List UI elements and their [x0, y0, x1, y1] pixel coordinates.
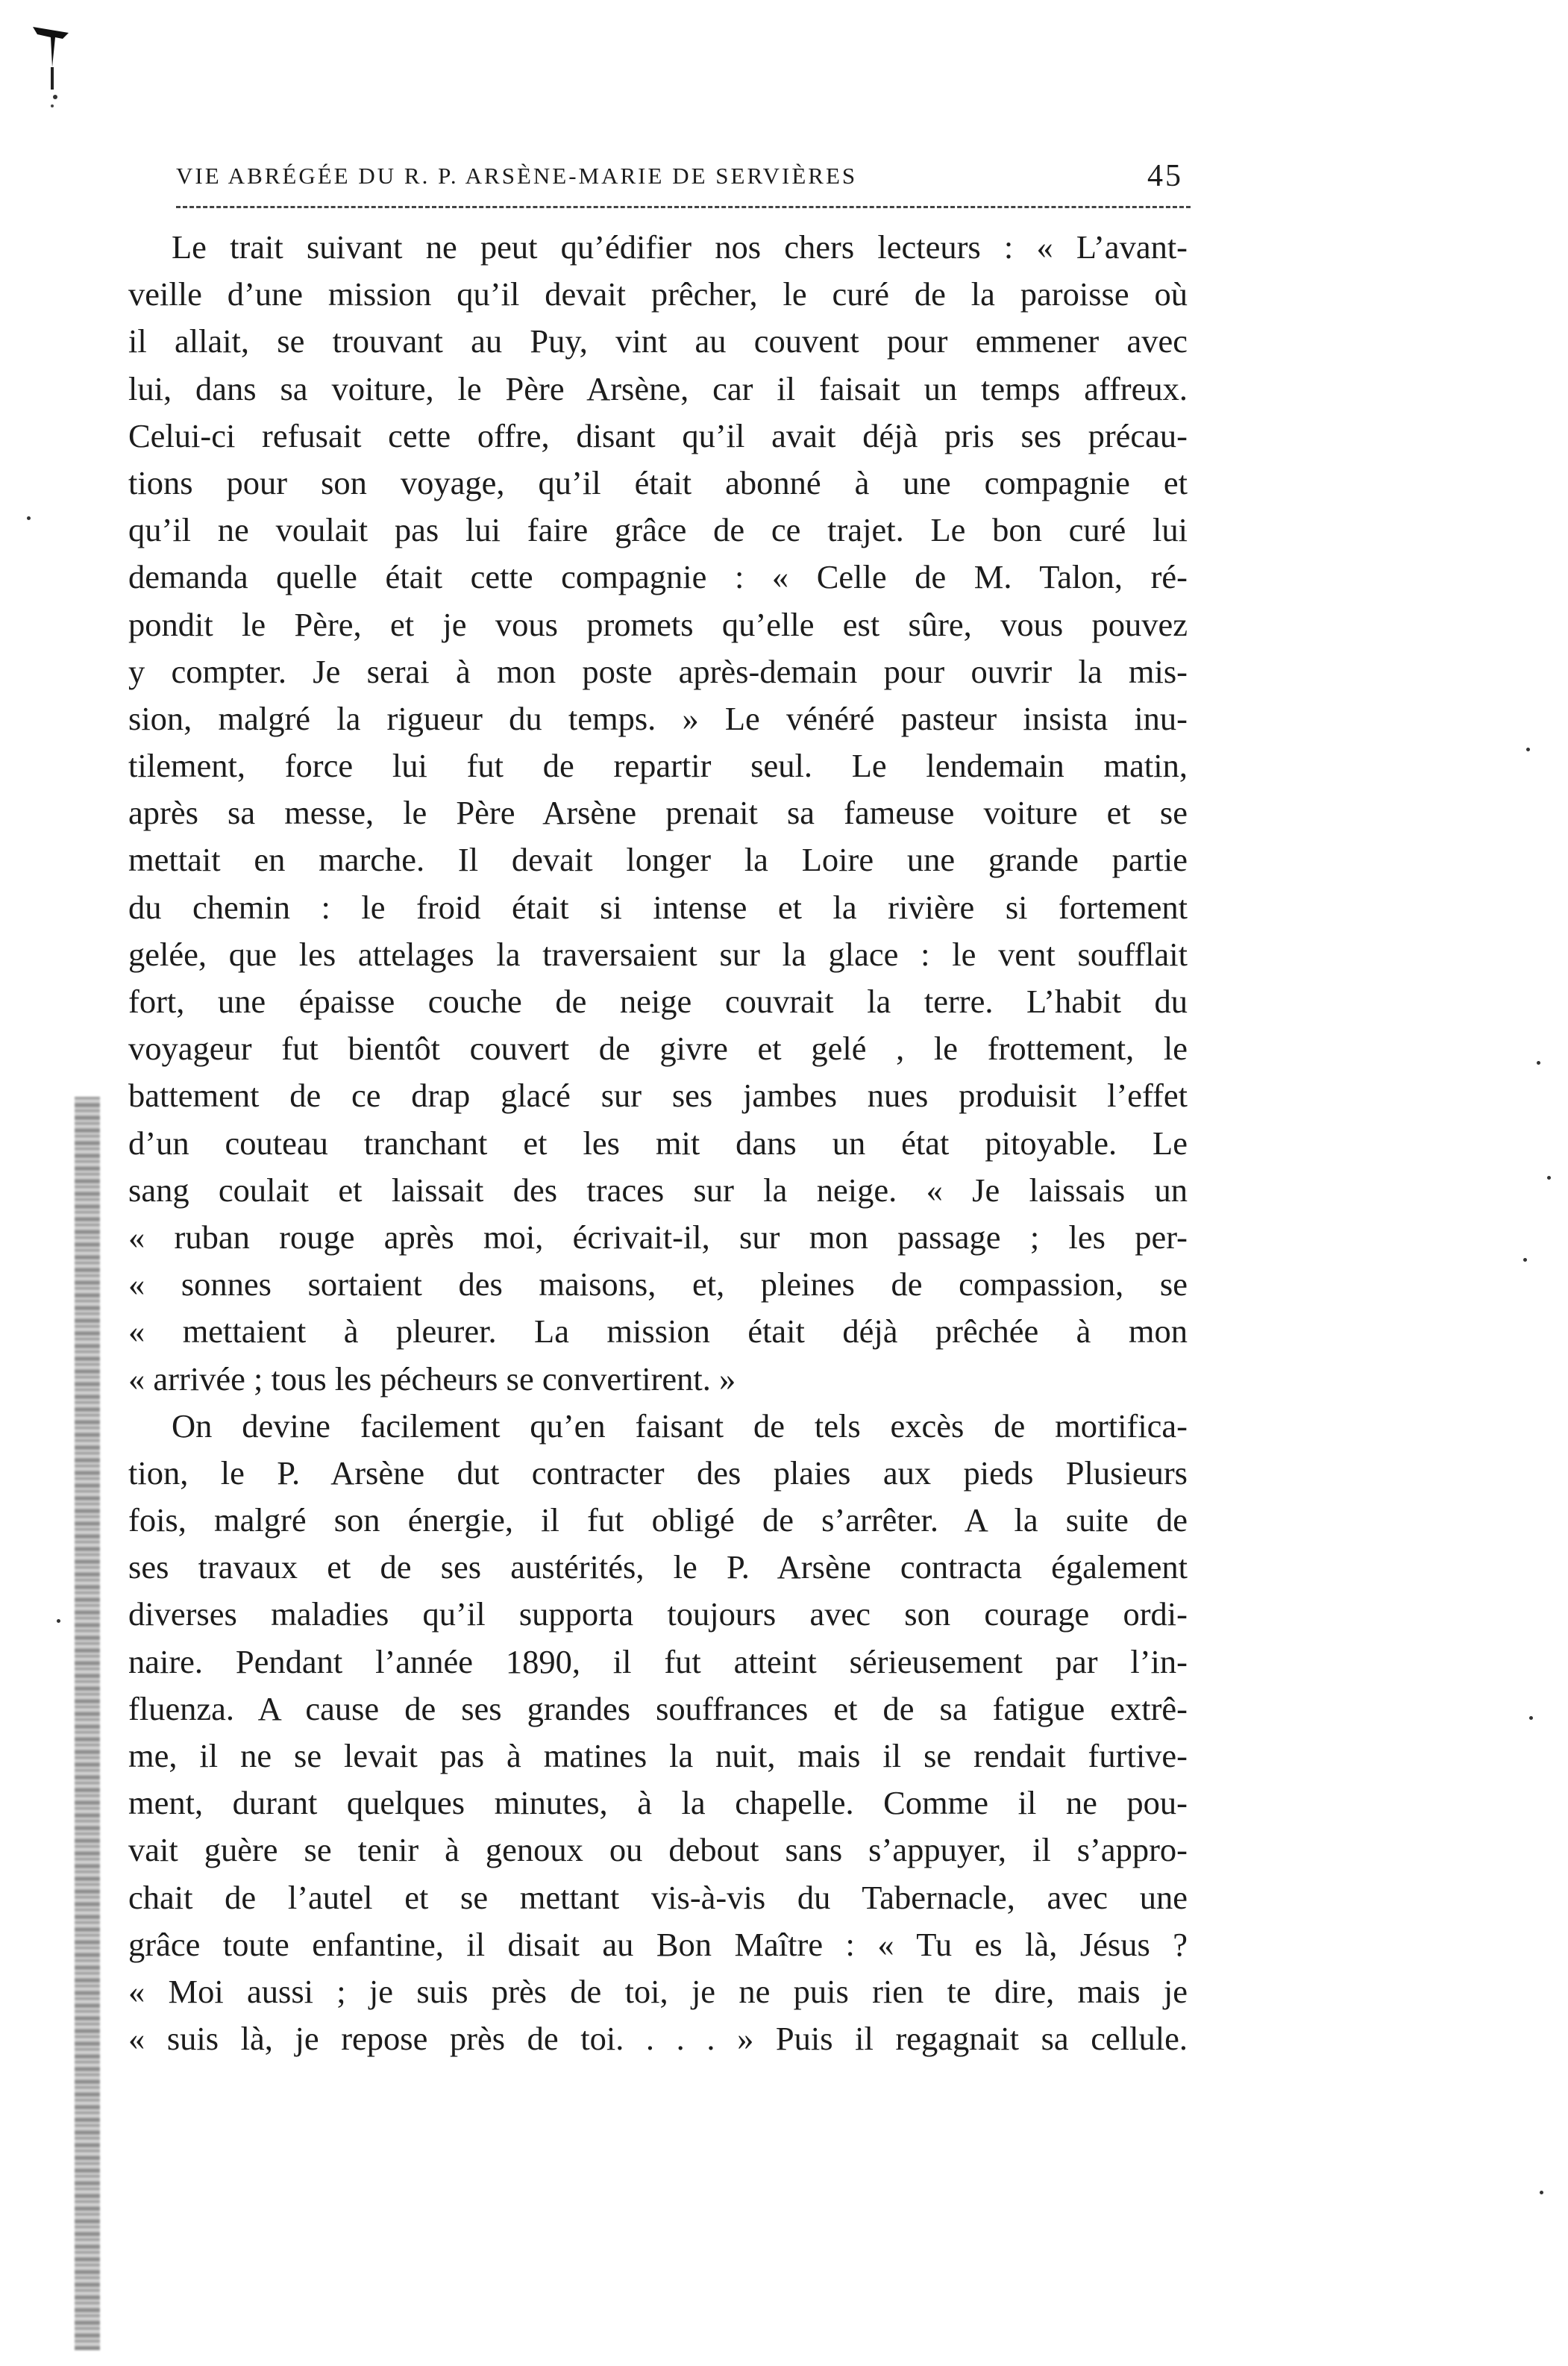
running-head-title: VIE ABRÉGÉE DU R. P. ARSÈNE-MARIE DE SERVIÈRES [176, 163, 858, 189]
text-line: il allait, se trouvant au Puy, vint au couvent pour emmener avec [128, 322, 1188, 360]
corner-ink-mark [30, 22, 72, 112]
text-line: sang coulait et laissait des traces sur la neige. « Je laissais un [128, 1171, 1188, 1209]
scan-speck [1523, 1258, 1527, 1262]
text-line: fois, malgré son énergie, il fut obligé de s’arrêter. A la suite de [128, 1501, 1188, 1539]
text-line: d’un couteau tranchant et les mit dans un état pitoyable. Le [128, 1124, 1188, 1162]
text-line: tilement, force lui fut de repartir seul. Le lendemain matin, [128, 747, 1188, 785]
scan-speck [1547, 1176, 1551, 1180]
text-line: fluenza. A cause de ses grandes souffrances et de sa fatigue extrê- [128, 1689, 1188, 1727]
text-line: naire. Pendant l’année 1890, il fut atteint sérieusement par l’in- [128, 1642, 1188, 1680]
text-line: voyageur fut bientôt couvert de givre et gelé , le frottement, le [128, 1030, 1188, 1068]
text-line: ses travaux et de ses austérités, le P. Arsène contracta également [128, 1548, 1188, 1586]
text-line: battement de ce drap glacé sur ses jambes nues produisit l’effet [128, 1077, 1188, 1115]
body-text [128, 224, 1188, 2062]
text-line: pondit le Père, et je vous promets qu’elle est sûre, vous pouvez [128, 605, 1188, 643]
scan-speck [57, 1619, 60, 1623]
scan-speck [1537, 1061, 1540, 1065]
text-line: grâce toute enfantine, il disait au Bon Maître : « Tu es là, Jésus ? [128, 1925, 1188, 1963]
text-line: mettait en marche. Il devait longer la Loire une grande partie [128, 841, 1188, 879]
text-line: Le trait suivant ne peut qu’édifier nos chers lecteurs : « L’avant- [172, 228, 1188, 266]
header-rule [176, 206, 1191, 208]
scan-speck [27, 516, 31, 520]
text-line: sion, malgré la rigueur du temps. » Le vénéré pasteur insista inu- [128, 699, 1188, 737]
text-line: « sonnes sortaient des maisons, et, pleines de compassion, se [128, 1265, 1188, 1304]
text-line: « arrivée ; tous les pécheurs se convertirent. » [128, 1359, 736, 1398]
text-line: vait guère se tenir à genoux ou debout sans s’appuyer, il s’appro- [128, 1831, 1188, 1869]
text-line: après sa messe, le Père Arsène prenait sa fameuse voiture et se [128, 794, 1188, 832]
text-line: y compter. Je serai à mon poste après-demain pour ouvrir la mis- [128, 652, 1188, 690]
running-head [176, 154, 1183, 198]
text-line: tion, le P. Arsène dut contracter des plaies aux pieds Plusieurs [128, 1453, 1188, 1492]
binding-shadow [75, 1097, 100, 2350]
text-line: gelée, que les attelages la traversaient sur la glace : le vent soufflait [128, 935, 1188, 973]
text-line: ment, durant quelques minutes, à la chapelle. Comme il ne pou- [128, 1784, 1188, 1822]
scan-speck [1526, 748, 1530, 751]
text-line: Celui-ci refusait cette offre, disant qu’il avait déjà pris ses précau- [128, 416, 1188, 454]
text-line: diverses maladies qu’il supporta toujours avec son courage ordi- [128, 1595, 1188, 1633]
text-line: « mettaient à pleurer. La mission était déjà prêchée à mon [128, 1312, 1188, 1351]
text-line: demanda quelle était cette compagnie : « Celle de M. Talon, ré- [128, 558, 1188, 596]
text-line: lui, dans sa voiture, le Père Arsène, car il faisait un temps affreux. [128, 369, 1188, 407]
scan-speck [1529, 1716, 1533, 1720]
text-line: du chemin : le froid était si intense et la rivière si fortement [128, 888, 1188, 926]
text-line: « Moi aussi ; je suis près de toi, je ne puis rien te dire, mais je [128, 1972, 1188, 2010]
text-line: fort, une épaisse couche de neige couvrait la terre. L’habit du [128, 983, 1188, 1020]
text-line: tions pour son voyage, qu’il était abonné à une compagnie et [128, 463, 1188, 501]
text-line: On devine facilement qu’en faisant de tels excès de mortifica- [172, 1406, 1188, 1445]
page-number: 45 [1147, 159, 1183, 193]
text-line: qu’il ne voulait pas lui faire grâce de ce trajet. Le bon curé lui [128, 511, 1188, 549]
text-line: me, il ne se levait pas à matines la nuit, mais il se rendait furtive- [128, 1737, 1188, 1774]
text-line: chait de l’autel et se mettant vis-à-vis du Tabernacle, avec une [128, 1878, 1188, 1916]
scan-speck [1540, 2191, 1543, 2194]
text-line: « suis là, je repose près de toi. . . . » Puis il regagnait sa cellule. [128, 2020, 1188, 2058]
text-line: veille d’une mission qu’il devait prêcher, le curé de la paroisse où [128, 275, 1188, 313]
text-line: « ruban rouge après moi, écrivait-il, sur mon passage ; les per- [128, 1218, 1188, 1256]
